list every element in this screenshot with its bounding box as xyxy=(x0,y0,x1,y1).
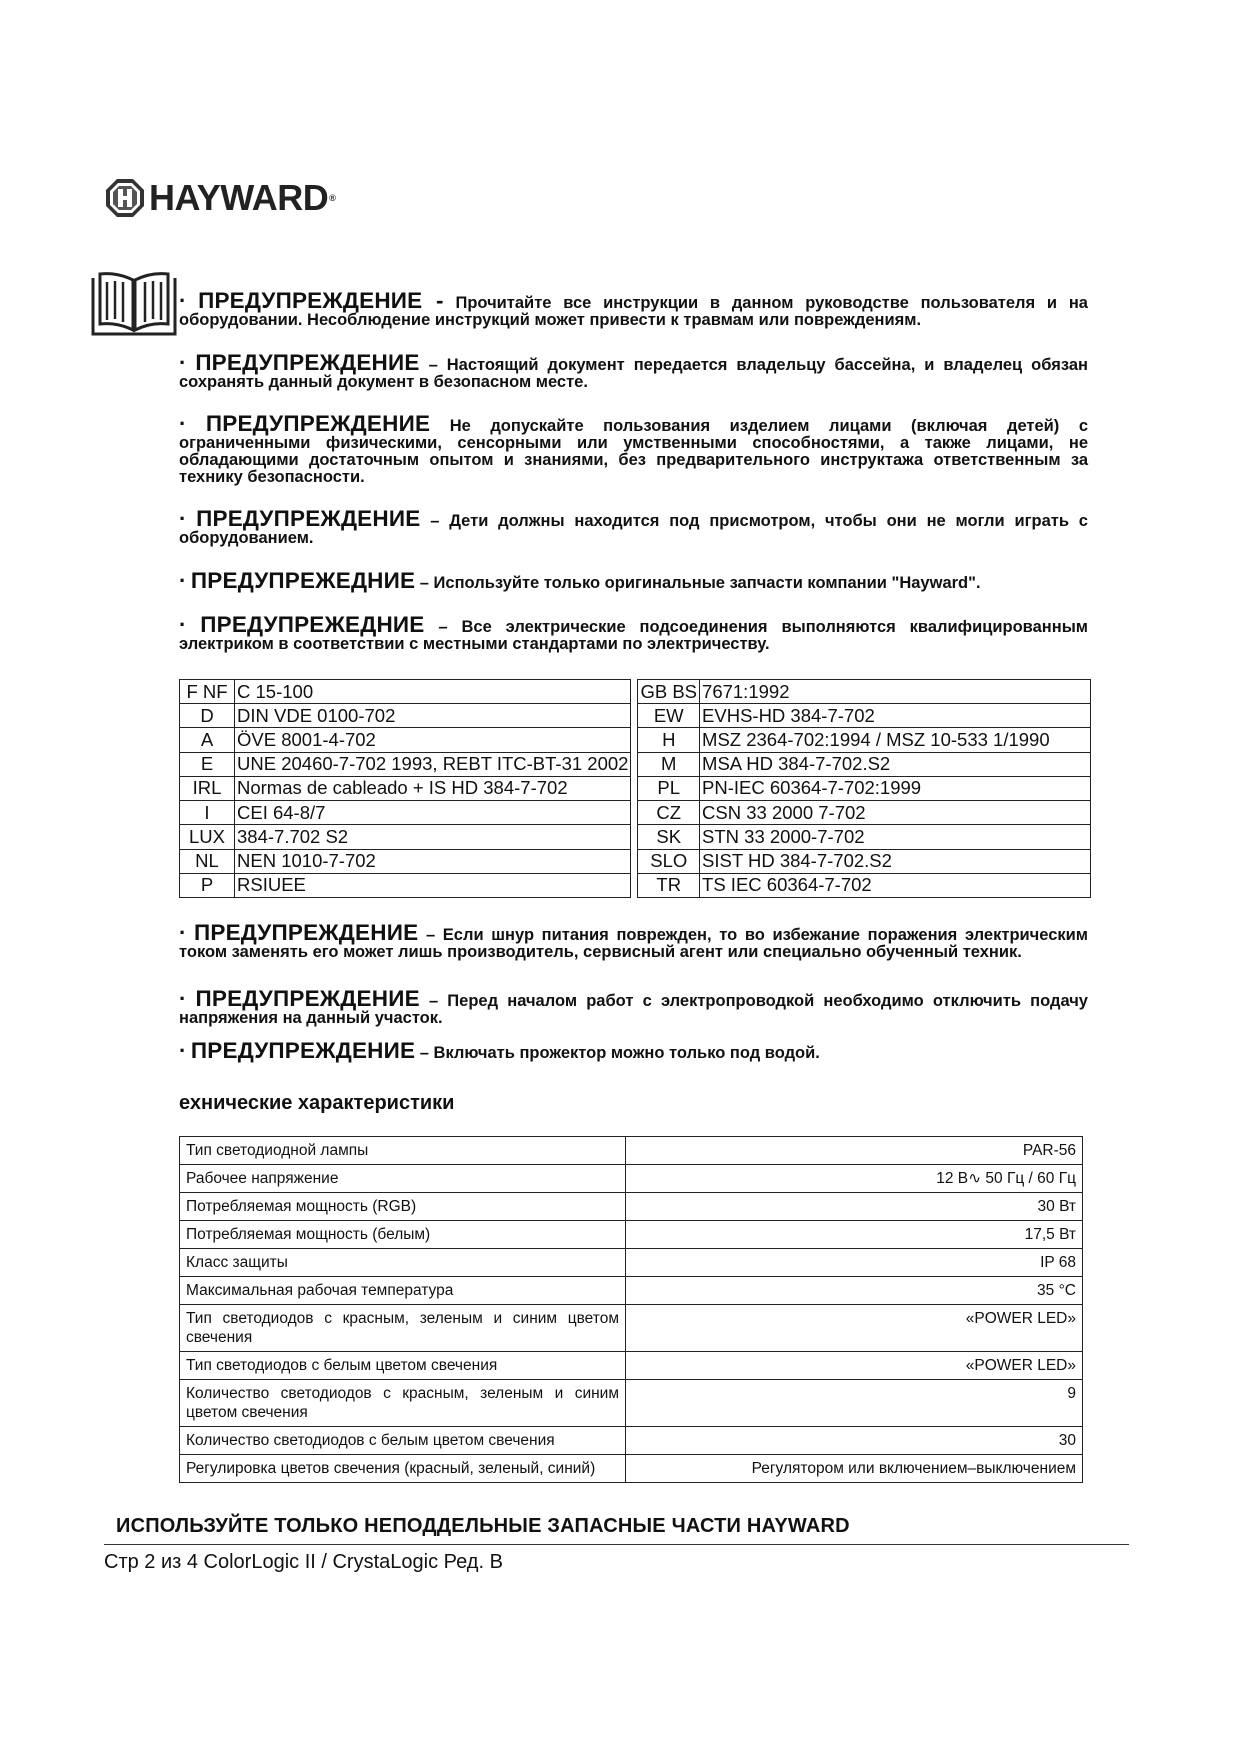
warning-text: – Дети должны находится под присмотром, чтобы они не могли играть с оборудованием. xyxy=(179,512,1088,547)
standards-row xyxy=(180,752,1091,776)
warning-original-parts: · ПРЕДУПРЕЖЕДНИЕ – Используйте только оригинальные запчасти компании "Hayward". xyxy=(179,568,981,593)
country-code-cell: NL xyxy=(180,849,235,873)
specs-title: ехнические характеристики xyxy=(179,1092,455,1114)
country-code-cell: F NF xyxy=(180,680,235,704)
standard-value-cell: Normas de cableado + IS HD 384-7-702 xyxy=(235,776,631,800)
warning-underwater-only: · ПРЕДУПРЕЖДЕНИЕ – Включать прожектор можно только под водой. xyxy=(179,1038,820,1063)
country-code-cell: LUX xyxy=(180,825,235,849)
standard-value-cell: MSZ 2364-702:1994 / MSZ 10-533 1/1990 xyxy=(700,728,1091,752)
country-code-cell: P xyxy=(180,873,235,897)
spec-label: Потребляемая мощность (RGB) xyxy=(180,1193,626,1221)
spec-value: 30 xyxy=(626,1427,1083,1455)
standard-value-cell: C 15-100 xyxy=(235,680,631,704)
standards-row xyxy=(180,825,1091,849)
specs-table xyxy=(179,1136,1083,1483)
warning-text: – Используйте только оригинальные запчасти компании "Hayward". xyxy=(419,574,981,592)
standard-value-cell: STN 33 2000-7-702 xyxy=(700,825,1091,849)
standards-row xyxy=(180,680,1091,704)
country-code-cell: SLO xyxy=(638,849,700,873)
page-footer: Стр 2 из 4 ColorLogic II / CrystaLogic Ред. В xyxy=(104,1551,503,1573)
country-code-cell: EW xyxy=(638,704,700,728)
country-code-cell: M xyxy=(638,752,700,776)
spec-row xyxy=(180,1165,1083,1193)
spec-label: Тип светодиодной лампы xyxy=(180,1137,626,1165)
standard-value-cell: TS IEC 60364-7-702 xyxy=(700,873,1091,897)
warning-restricted-users: · ПРЕДУПРЕЖДЕНИЕ Не допускайте пользования изделием лицами (включая детей) с ограниченными физическими, сенсорными или умственными способностями, а также лицами, не обладающими достаточным опытом и знаниями, без предварительного инструктажа ответственным за технику безопасности. xyxy=(179,411,1089,486)
standards-row xyxy=(180,873,1091,897)
column-gap xyxy=(631,873,638,897)
warning-disconnect-power: · ПРЕДУПРЕЖДЕНИЕ – Перед началом работ с электропроводкой необходимо отключить подачу напряжения на данный участок. xyxy=(179,986,1088,1027)
hayward-logo-text: HAYWARD® xyxy=(149,177,336,218)
spec-value: «POWER LED» xyxy=(626,1305,1083,1352)
spec-row xyxy=(180,1249,1083,1277)
column-gap xyxy=(631,825,638,849)
country-code-cell: CZ xyxy=(638,801,700,825)
open-book-icon xyxy=(91,272,177,336)
standard-value-cell: 7671:1992 xyxy=(700,680,1091,704)
spec-value: 12 В∿ 50 Гц / 60 Гц xyxy=(626,1165,1083,1193)
country-code-cell: H xyxy=(638,728,700,752)
warning-text: – Все электрические подсоединения выполняются квалифицированным электриком в соответствии с местными стандартами по электричеству. xyxy=(179,618,1088,653)
spec-row xyxy=(180,1380,1083,1427)
warning-read-instructions: · ПРЕДУПРЕЖДЕНИЕ - Прочитайте все инструкции в данном руководстве пользователя и на оборудовании. Несоблюдение инструкций может привести к травмам или повреждениям. xyxy=(179,288,1088,329)
country-code-cell: I xyxy=(180,801,235,825)
standard-value-cell: ÖVE 8001-4-702 xyxy=(235,728,631,752)
warning-heading: ПРЕДУПРЕЖДЕНИЕ xyxy=(195,986,420,1011)
electrical-standards-table xyxy=(179,679,1091,898)
warning-text: – Перед началом работ с электропроводкой необходимо отключить подачу напряжения на данный участок. xyxy=(179,992,1088,1027)
standards-row xyxy=(180,849,1091,873)
standard-value-cell: SIST HD 384-7-702.S2 xyxy=(700,849,1091,873)
standard-value-cell: NEN 1010-7-702 xyxy=(235,849,631,873)
standard-value-cell: CEI 64-8/7 xyxy=(235,801,631,825)
spec-value: Регулятором или включением–выключением xyxy=(626,1455,1083,1483)
spec-label: Количество светодиодов с красным, зеленым и синим цветом свечения xyxy=(180,1380,626,1427)
warning-heading: ПРЕДУПРЕЖДЕНИЕ - xyxy=(198,288,444,313)
warning-text: Прочитайте все инструкции в данном руководстве пользователя и на оборудовании. Несоблюдение инструкций может привести к травмам или повреждениям. xyxy=(179,294,1088,329)
warning-text: Не допускайте пользования изделием лицами (включая детей) с ограниченными физическими, сенсорными или умственными способностями, а также лицами, не обладающими достаточным опытом и знаниями, без предварительного инструктажа ответственным за технику безопасности. xyxy=(179,417,1089,486)
hayward-logo xyxy=(105,178,335,218)
spec-label: Количество светодиодов с белым цветом свечения xyxy=(180,1427,626,1455)
warning-heading: ПРЕДУПРЕЖЕДНИЕ xyxy=(190,568,416,593)
warning-heading: ПРЕДУПРЕЖДЕНИЕ xyxy=(205,411,431,436)
warning-text: – Настоящий документ передается владельцу бассейна, и владелец обязан сохранять данный документ в безопасном месте. xyxy=(179,356,1088,391)
spec-value: 9 xyxy=(626,1380,1083,1427)
hayward-logo-mark-icon xyxy=(105,178,145,218)
column-gap xyxy=(631,752,638,776)
country-code-cell: GB BS xyxy=(638,680,700,704)
standards-row xyxy=(180,704,1091,728)
spec-row xyxy=(180,1137,1083,1165)
standard-value-cell: UNE 20460-7-702 1993, REBT ITC-BT-31 2002 xyxy=(235,752,631,776)
spec-row xyxy=(180,1305,1083,1352)
column-gap xyxy=(631,704,638,728)
spec-label: Класс защиты xyxy=(180,1249,626,1277)
standards-row xyxy=(180,801,1091,825)
spec-value: 17,5 Вт xyxy=(626,1221,1083,1249)
spec-label: Тип светодиодов с белым цветом свечения xyxy=(180,1352,626,1380)
spec-value: «POWER LED» xyxy=(626,1352,1083,1380)
footer-divider xyxy=(104,1544,1129,1545)
warning-heading: ПРЕДУПРЕЖЕДНИЕ xyxy=(200,612,425,637)
spec-value: 35 °C xyxy=(626,1277,1083,1305)
spec-value: 30 Вт xyxy=(626,1193,1083,1221)
country-code-cell: E xyxy=(180,752,235,776)
standard-value-cell: PN-IEC 60364-7-702:1999 xyxy=(700,776,1091,800)
spec-label: Максимальная рабочая температура xyxy=(180,1277,626,1305)
warning-heading: ПРЕДУПРЕЖДЕНИЕ xyxy=(194,920,419,945)
column-gap xyxy=(631,728,638,752)
spec-label: Регулировка цветов свечения (красный, зеленый, синий) xyxy=(180,1455,626,1483)
country-code-cell: PL xyxy=(638,776,700,800)
country-code-cell: A xyxy=(180,728,235,752)
standard-value-cell: DIN VDE 0100-702 xyxy=(235,704,631,728)
warning-text: – Включать прожектор можно только под водой. xyxy=(419,1044,820,1062)
spec-row xyxy=(180,1455,1083,1483)
spec-row xyxy=(180,1221,1083,1249)
column-gap xyxy=(631,849,638,873)
spec-row xyxy=(180,1427,1083,1455)
country-code-cell: TR xyxy=(638,873,700,897)
standard-value-cell: EVHS-HD 384-7-702 xyxy=(700,704,1091,728)
warning-heading: ПРЕДУПРЕЖДЕНИЕ xyxy=(190,1038,416,1063)
genuine-parts-banner: ИСПОЛЬЗУЙТЕ ТОЛЬКО НЕПОДДЕЛЬНЫЕ ЗАПАСНЫЕ ЧАСТИ HAYWARD xyxy=(116,1515,850,1537)
spec-label: Потребляемая мощность (белым) xyxy=(180,1221,626,1249)
spec-value: PAR-56 xyxy=(626,1137,1083,1165)
country-code-cell: SK xyxy=(638,825,700,849)
warning-keep-document: · ПРЕДУПРЕЖДЕНИЕ – Настоящий документ передается владельцу бассейна, и владелец обязан сохранять данный документ в безопасном месте. xyxy=(179,350,1088,391)
spec-row xyxy=(180,1277,1083,1305)
country-code-cell: D xyxy=(180,704,235,728)
warning-heading: ПРЕДУПРЕЖДЕНИЕ xyxy=(195,350,420,375)
standards-row xyxy=(180,776,1091,800)
standard-value-cell: MSA HD 384-7-702.S2 xyxy=(700,752,1091,776)
spec-row xyxy=(180,1193,1083,1221)
spec-row xyxy=(180,1352,1083,1380)
warning-power-cord: · ПРЕДУПРЕЖДЕНИЕ – Если шнур питания поврежден, то во избежание поражения электрическим током заменять его может лишь производитель, сервисный агент или специально обученный техник. xyxy=(179,920,1088,961)
standard-value-cell: RSIUEE xyxy=(235,873,631,897)
column-gap xyxy=(631,801,638,825)
spec-label: Рабочее напряжение xyxy=(180,1165,626,1193)
standard-value-cell: 384-7.702 S2 xyxy=(235,825,631,849)
warning-children: · ПРЕДУПРЕЖДЕНИЕ – Дети должны находится под присмотром, чтобы они не могли играть с оборудованием. xyxy=(179,506,1088,547)
standards-row xyxy=(180,728,1091,752)
spec-label: Тип светодиодов с красным, зеленым и синим цветом свечения xyxy=(180,1305,626,1352)
column-gap xyxy=(631,680,638,704)
column-gap xyxy=(631,776,638,800)
standard-value-cell: CSN 33 2000 7-702 xyxy=(700,801,1091,825)
warning-heading: ПРЕДУПРЕЖДЕНИЕ xyxy=(196,506,421,531)
spec-value: IP 68 xyxy=(626,1249,1083,1277)
country-code-cell: IRL xyxy=(180,776,235,800)
warning-text: – Если шнур питания поврежден, то во избежание поражения электрическим током заменять его может лишь производитель, сервисный агент или специально обученный техник. xyxy=(179,926,1088,961)
warning-electrician: · ПРЕДУПРЕЖЕДНИЕ – Все электрические подсоединения выполняются квалифицированным электриком в соответствии с местными стандартами по электричеству. xyxy=(179,612,1088,653)
